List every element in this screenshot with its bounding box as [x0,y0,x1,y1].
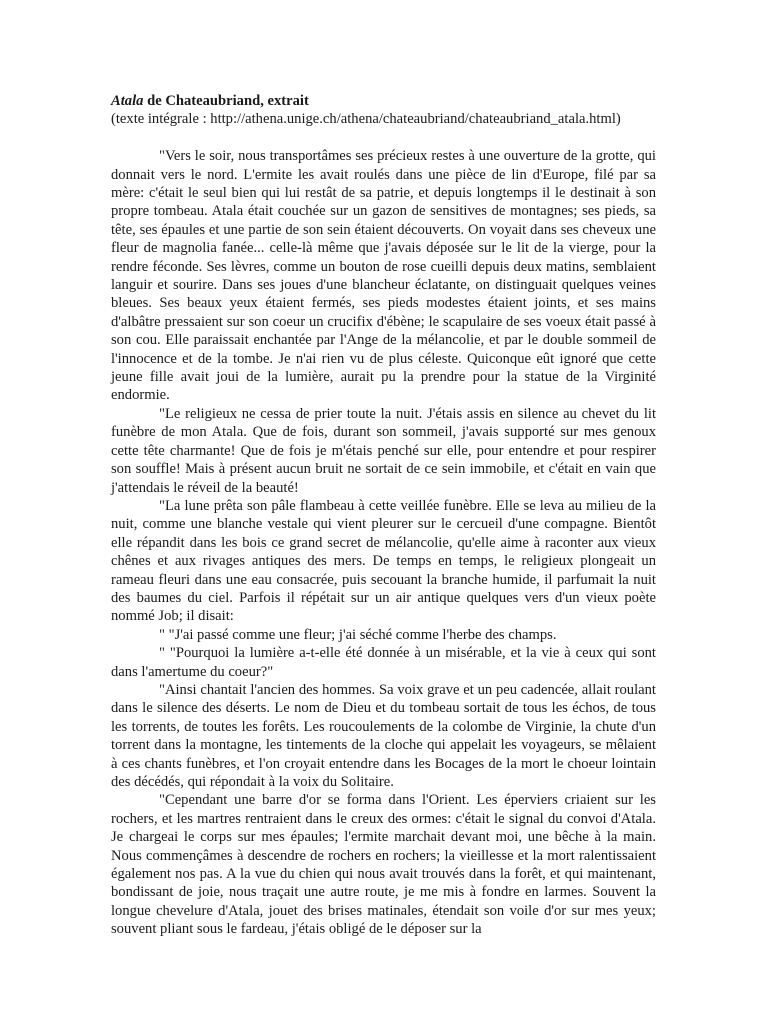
document-page [111,92,656,939]
paragraph-7: "Cependant une barre d'or se forma dans l'Orient. Les éperviers criaient sur les rochers, et les martres rentraient dans le creux des ormes: c'était le signal du convoi d'Atala. Je chargeai le corps sur mes épaules; l'ermite marchait devant moi, une bêche à la main. Nous commençâmes à descendre de rochers en rochers; la vieillesse et la mort ralentissaient également nos pas. A la vue du chien qui nous avait trouvés dans la forêt, et qui maintenant, bondissant de joie, nous traçait une autre route, je me mis à fondre en larmes. Souvent la longue chevelure d'Atala, jouet des brises matinales, étendait son voile d'or sur mes yeux; souvent pliant sous le fardeau, j'étais obligé de le déposer sur la [111,792,656,938]
title-author-suffix: de Chateaubriand, extrait [143,93,309,109]
paragraph-5: " "Pourquoi la lumière a-t-elle été donnée à un misérable, et la vie à ceux qui sont dans l'amertume du coeur?" [111,645,656,680]
source-reference: (texte intégrale : http://athena.unige.ch/athena/chateaubriand/chateaubriand_atala.html) [111,111,621,128]
paragraph-4: " "J'ai passé comme une fleur; j'ai séché comme l'herbe des champs. [159,626,557,643]
title-work-name: Atala [111,93,144,109]
document-title [111,92,656,110]
paragraph-3: "La lune prêta son pâle flambeau à cette veillée funèbre. Elle se leva au milieu de la nuit, comme une blanche vestale qui vient pleurer sur le cercueil d'une compagne. Bientôt elle répandit dans les bois ce grand secret de mélancolie, qu'elle aime à raconter aux vieux chênes et aux rivages antiques des mers. De temps en temps, le religieux plongeait un rameau fleuri dans une eau consacrée, puis secouant la branche humide, il parfumait la nuit des baumes du ciel. Parfois il répétait sur un air antique quelques vers d'un vieux poète nommé Job; il disait: [111,497,656,625]
paragraph-6: "Ainsi chantait l'ancien des hommes. Sa voix grave et un peu cadencée, allait roulant dans le silence des déserts. Le nom de Dieu et du tombeau sortait de tous les échos, de tous les torrents, de toutes les forêts. Les roucoulements de la colombe de Virginie, la chute d'un torrent dans la montagne, les tintements de la cloche qui appelait les voyageurs, se mêlaient à ces chants funèbres, et l'on croyait entendre dans les Bocages de la mort le choeur lointain des décédés, qui répondait à la voix du Solitaire. [111,681,656,791]
paragraph-2: "Le religieux ne cessa de prier toute la nuit. J'étais assis en silence au chevet du lit funèbre de mon Atala. Que de fois, durant son sommeil, j'avais supporté sur mes genoux cette tête charmante! Que de fois je m'étais penché sur elle, pour entendre et pour respirer son souffle! Mais à présent aucun bruit ne sortait de ce sein immobile, et c'était en vain que j'attendais le réveil de la beauté! [111,405,656,496]
paragraph-1: "Vers le soir, nous transportâmes ses précieux restes à une ouverture de la grotte, qui donnait vers le nord. L'ermite les avait roulés dans une pièce de lin d'Europe, filé par sa mère: c'était le seul bien qui lui restât de sa patrie, et depuis longtemps il le destinait à son propre tombeau. Atala était couchée sur un gazon de sensitives de montagnes; ses pieds, sa tête, ses épaules et une partie de son sein étaient découverts. On voyait dans ses cheveux une fleur de magnolia fanée... celle-là même que j'avais déposée sur le lit de la vierge, pour la rendre féconde. Ses lèvres, comme un bouton de rose cueilli depuis deux matins, semblaient languir et sourire. Dans ses joues d'une blancheur éclatante, on distinguait quelques veines bleues. Ses beaux yeux étaient fermés, ses pieds modestes étaient joints, et ses mains d'albâtre pressaient sur son coeur un crucifix d'ébène; le scapulaire de ses voeux était passé à son cou. Elle paraissait enchantée par l'Ange de la mélancolie, et par le double sommeil de l'innocence et de la tombe. Je n'ai rien vu de plus céleste. Quiconque eût ignoré que cette jeune fille avait joui de la lumière, aurait pu la prendre pour la statue de la Virginité endormie. [111,148,656,404]
